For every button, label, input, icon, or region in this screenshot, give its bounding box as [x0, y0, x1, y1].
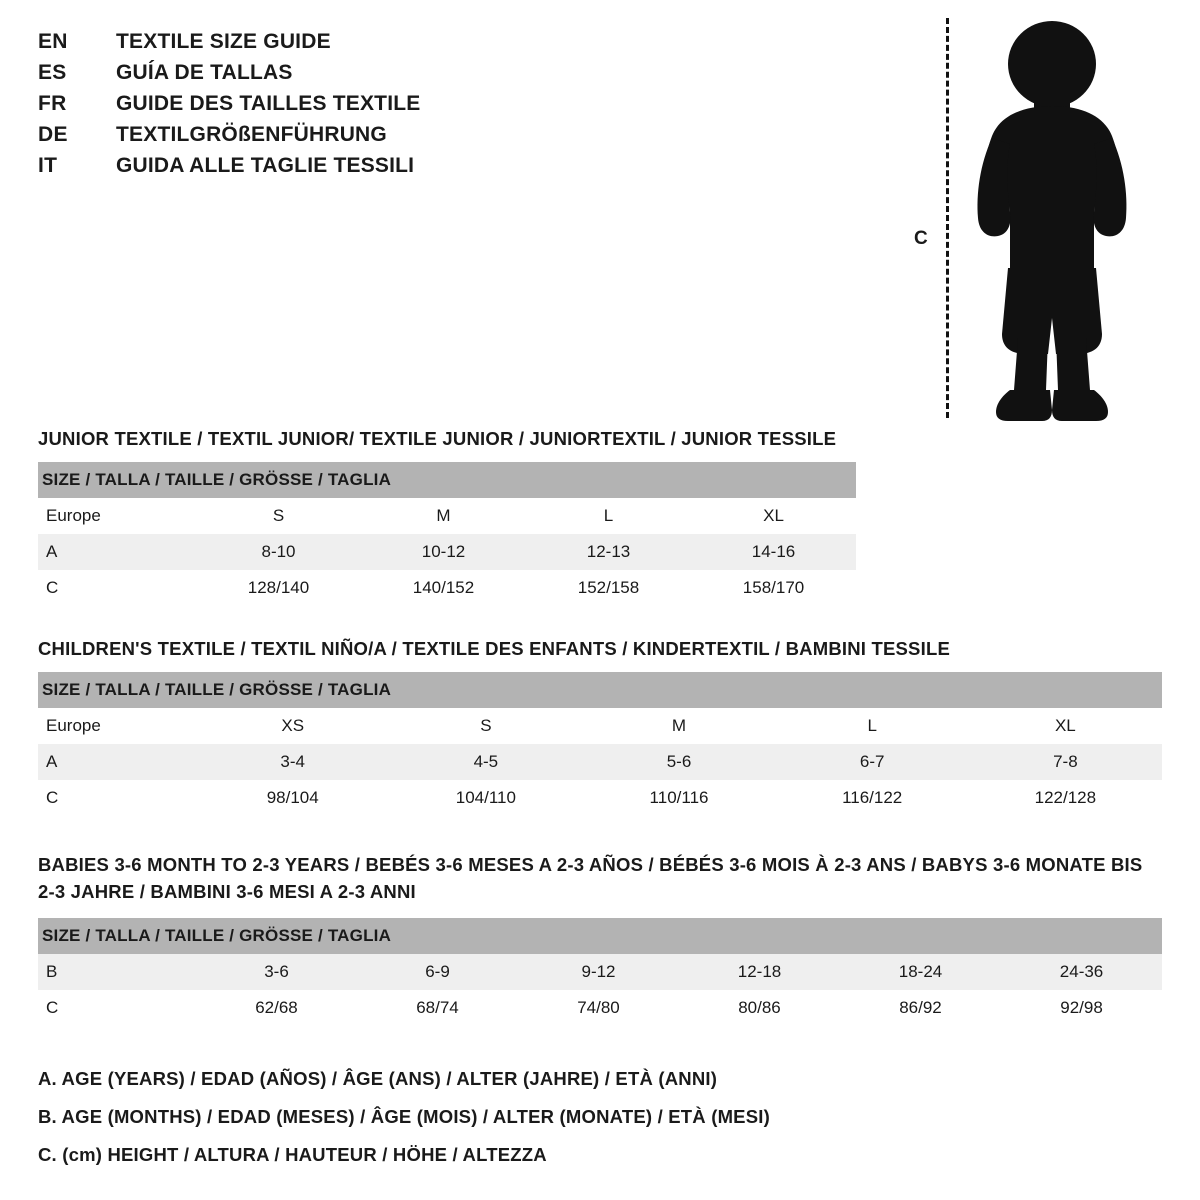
- babies-row-c-v1: 68/74: [357, 990, 518, 1026]
- junior-size-table: [38, 462, 856, 606]
- children-row-c-label: C: [38, 780, 196, 816]
- table-band-row: [38, 918, 1162, 954]
- language-title-fr: GUIDE DES TAILLES TEXTILE: [116, 92, 421, 115]
- language-code-fr: FR: [38, 92, 67, 115]
- table-row: [38, 744, 1162, 780]
- children-row-a-label: A: [38, 744, 196, 780]
- section-babies-textile: [38, 852, 1162, 1026]
- babies-row-b-v5: 24-36: [1001, 954, 1162, 990]
- table-row: [38, 780, 1162, 816]
- language-code-en: EN: [38, 30, 68, 53]
- junior-header-label: Europe: [38, 498, 196, 534]
- table-row: [38, 708, 1162, 744]
- children-row-c-v2: 110/116: [582, 780, 775, 816]
- junior-row-a-label: A: [38, 534, 196, 570]
- legend: [38, 1068, 1038, 1182]
- babies-row-c-v5: 92/98: [1001, 990, 1162, 1026]
- babies-row-c-v2: 74/80: [518, 990, 679, 1026]
- junior-row-c-v0: 128/140: [196, 570, 361, 606]
- children-size-xs: XS: [196, 708, 389, 744]
- language-title-de: TEXTILGRÖßENFÜHRUNG: [116, 123, 387, 146]
- legend-item-a: A. AGE (YEARS) / EDAD (AÑOS) / ÂGE (ANS) / ALTER (JAHRE) / ETÀ (ANNI): [38, 1068, 718, 1089]
- section-title-babies: BABIES 3-6 MONTH TO 2-3 YEARS / BEBÉS 3-6 MESES A 2-3 AÑOS / BÉBÉS 3-6 MOIS À 2-3 ANS / BABYS 3-6 MONATE BIS 2-3 JAHRE / BAMBINI 3-6 MESI A 2-3 ANNI: [38, 854, 1143, 902]
- children-row-c-v1: 104/110: [389, 780, 582, 816]
- junior-row-a-v1: 10-12: [361, 534, 526, 570]
- table-band-row: [38, 462, 856, 498]
- height-measurement-figure: [900, 10, 1160, 420]
- height-axis-label: C: [914, 228, 928, 249]
- section-junior-textile: [38, 428, 1162, 606]
- junior-size-s: S: [196, 498, 361, 534]
- children-row-a-v3: 6-7: [776, 744, 969, 780]
- language-title-en: TEXTILE SIZE GUIDE: [116, 30, 331, 53]
- children-size-table: [38, 672, 1162, 816]
- children-row-c-v0: 98/104: [196, 780, 389, 816]
- junior-row-a-v0: 8-10: [196, 534, 361, 570]
- babies-row-c-v3: 80/86: [679, 990, 840, 1026]
- junior-row-c-v1: 140/152: [361, 570, 526, 606]
- table-row: [38, 498, 856, 534]
- language-header: [38, 30, 638, 185]
- babies-row-b-v2: 9-12: [518, 954, 679, 990]
- legend-item-c: C. (cm) HEIGHT / ALTURA / HAUTEUR / HÖHE / ALTEZZA: [38, 1144, 547, 1165]
- junior-row-c-v3: 158/170: [691, 570, 856, 606]
- children-row-a-v4: 7-8: [969, 744, 1162, 780]
- table-band-row: [38, 672, 1162, 708]
- table-row: [38, 954, 1162, 990]
- babies-row-c-v0: 62/68: [196, 990, 357, 1026]
- section-title-junior: JUNIOR TEXTILE / TEXTIL JUNIOR/ TEXTILE JUNIOR / JUNIORTEXTIL / JUNIOR TESSILE: [38, 428, 837, 449]
- junior-row-a-v3: 14-16: [691, 534, 856, 570]
- header-row-de: [38, 123, 638, 147]
- children-row-c-v3: 116/122: [776, 780, 969, 816]
- height-dashed-line: [946, 18, 949, 418]
- babies-size-table: [38, 918, 1162, 1026]
- children-size-m: M: [582, 708, 775, 744]
- header-row-es: [38, 61, 638, 85]
- babies-row-b-v0: 3-6: [196, 954, 357, 990]
- language-code-it: IT: [38, 154, 58, 177]
- header-row-en: [38, 30, 638, 54]
- junior-size-l: L: [526, 498, 691, 534]
- children-header-label: Europe: [38, 708, 196, 744]
- children-size-l: L: [776, 708, 969, 744]
- babies-row-b-label: B: [38, 954, 196, 990]
- child-silhouette-icon: [952, 18, 1152, 423]
- language-title-it: GUIDA ALLE TAGLIE TESSILI: [116, 154, 415, 177]
- babies-row-b-v4: 18-24: [840, 954, 1001, 990]
- junior-row-c-label: C: [38, 570, 196, 606]
- babies-band-label: SIZE / TALLA / TAILLE / GRÖSSE / TAGLIA: [38, 918, 1162, 954]
- junior-row-c-v2: 152/158: [526, 570, 691, 606]
- section-children-textile: [38, 638, 1162, 816]
- children-row-a-v2: 5-6: [582, 744, 775, 780]
- children-row-c-v4: 122/128: [969, 780, 1162, 816]
- header-row-fr: [38, 92, 638, 116]
- legend-item-b: B. AGE (MONTHS) / EDAD (MESES) / ÂGE (MOIS) / ALTER (MONATE) / ETÀ (MESI): [38, 1106, 770, 1127]
- header-row-it: [38, 154, 638, 178]
- language-code-es: ES: [38, 61, 67, 84]
- junior-row-a-v2: 12-13: [526, 534, 691, 570]
- table-row: [38, 534, 856, 570]
- section-title-children: CHILDREN'S TEXTILE / TEXTIL NIÑO/A / TEXTILE DES ENFANTS / KINDERTEXTIL / BAMBINI TESSILE: [38, 638, 950, 659]
- children-row-a-v0: 3-4: [196, 744, 389, 780]
- junior-size-m: M: [361, 498, 526, 534]
- table-row: [38, 990, 1162, 1026]
- babies-row-b-v3: 12-18: [679, 954, 840, 990]
- children-size-s: S: [389, 708, 582, 744]
- junior-size-xl: XL: [691, 498, 856, 534]
- babies-row-b-v1: 6-9: [357, 954, 518, 990]
- language-title-es: GUÍA DE TALLAS: [116, 61, 293, 84]
- children-band-label: SIZE / TALLA / TAILLE / GRÖSSE / TAGLIA: [38, 672, 1162, 708]
- junior-band-label: SIZE / TALLA / TAILLE / GRÖSSE / TAGLIA: [38, 462, 856, 498]
- children-row-a-v1: 4-5: [389, 744, 582, 780]
- table-row: [38, 570, 856, 606]
- children-size-xl: XL: [969, 708, 1162, 744]
- language-code-de: DE: [38, 123, 68, 146]
- babies-row-c-v4: 86/92: [840, 990, 1001, 1026]
- babies-row-c-label: C: [38, 990, 196, 1026]
